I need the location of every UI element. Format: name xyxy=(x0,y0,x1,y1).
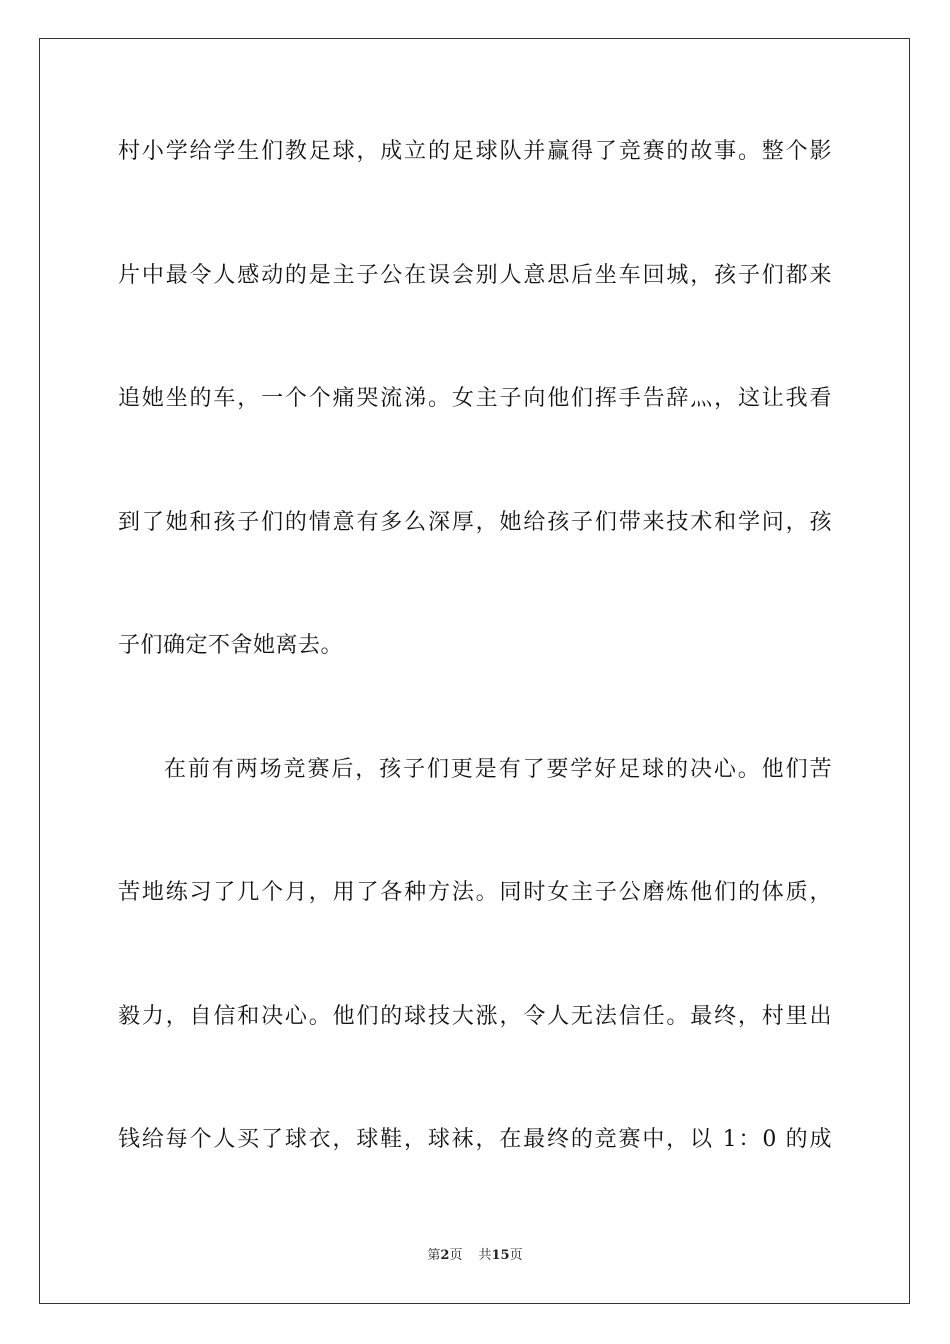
text-line-4: 到了她和孩子们的情意有多么深厚，她给孩子们带来技术和学问，孩 xyxy=(118,510,832,535)
page-number: 2 xyxy=(440,1248,450,1263)
text-line-2: 片中最令人感动的是主子公在误会别人意思后坐车回城，孩子们都来 xyxy=(118,263,832,288)
total-prefix: 共 xyxy=(478,1248,492,1263)
page-suffix: 页 xyxy=(449,1248,463,1263)
total-suffix: 页 xyxy=(509,1248,523,1263)
text-line-5: 子们确定不舍她离去。 xyxy=(118,633,344,658)
page-prefix: 第 xyxy=(427,1248,441,1263)
text-line-6: 在前有两场竞赛后，孩子们更是有了要学好足球的决心。他们苦 xyxy=(164,757,832,782)
total-pages: 15 xyxy=(491,1248,510,1263)
text-line-9: 钱给每个人买了球衣，球鞋，球袜，在最终的竞赛中，以 1：0 的成 xyxy=(118,1127,832,1152)
text-line-7: 苦地练习了几个月，用了各种方法。同时女主子公磨炼他们的体质， xyxy=(118,880,832,905)
page-border xyxy=(39,38,910,1304)
page-footer xyxy=(0,1247,950,1265)
text-line-3: 追她坐的车，一个个痛哭流涕。女主子向他们挥手告辞灬，这让我看 xyxy=(118,386,832,411)
text-line-1: 村小学给学生们教足球，成立的足球队并赢得了竞赛的故事。整个影 xyxy=(118,139,832,164)
text-line-8: 毅力，自信和决心。他们的球技大涨，令人无法信任。最终，村里出 xyxy=(118,1004,832,1029)
